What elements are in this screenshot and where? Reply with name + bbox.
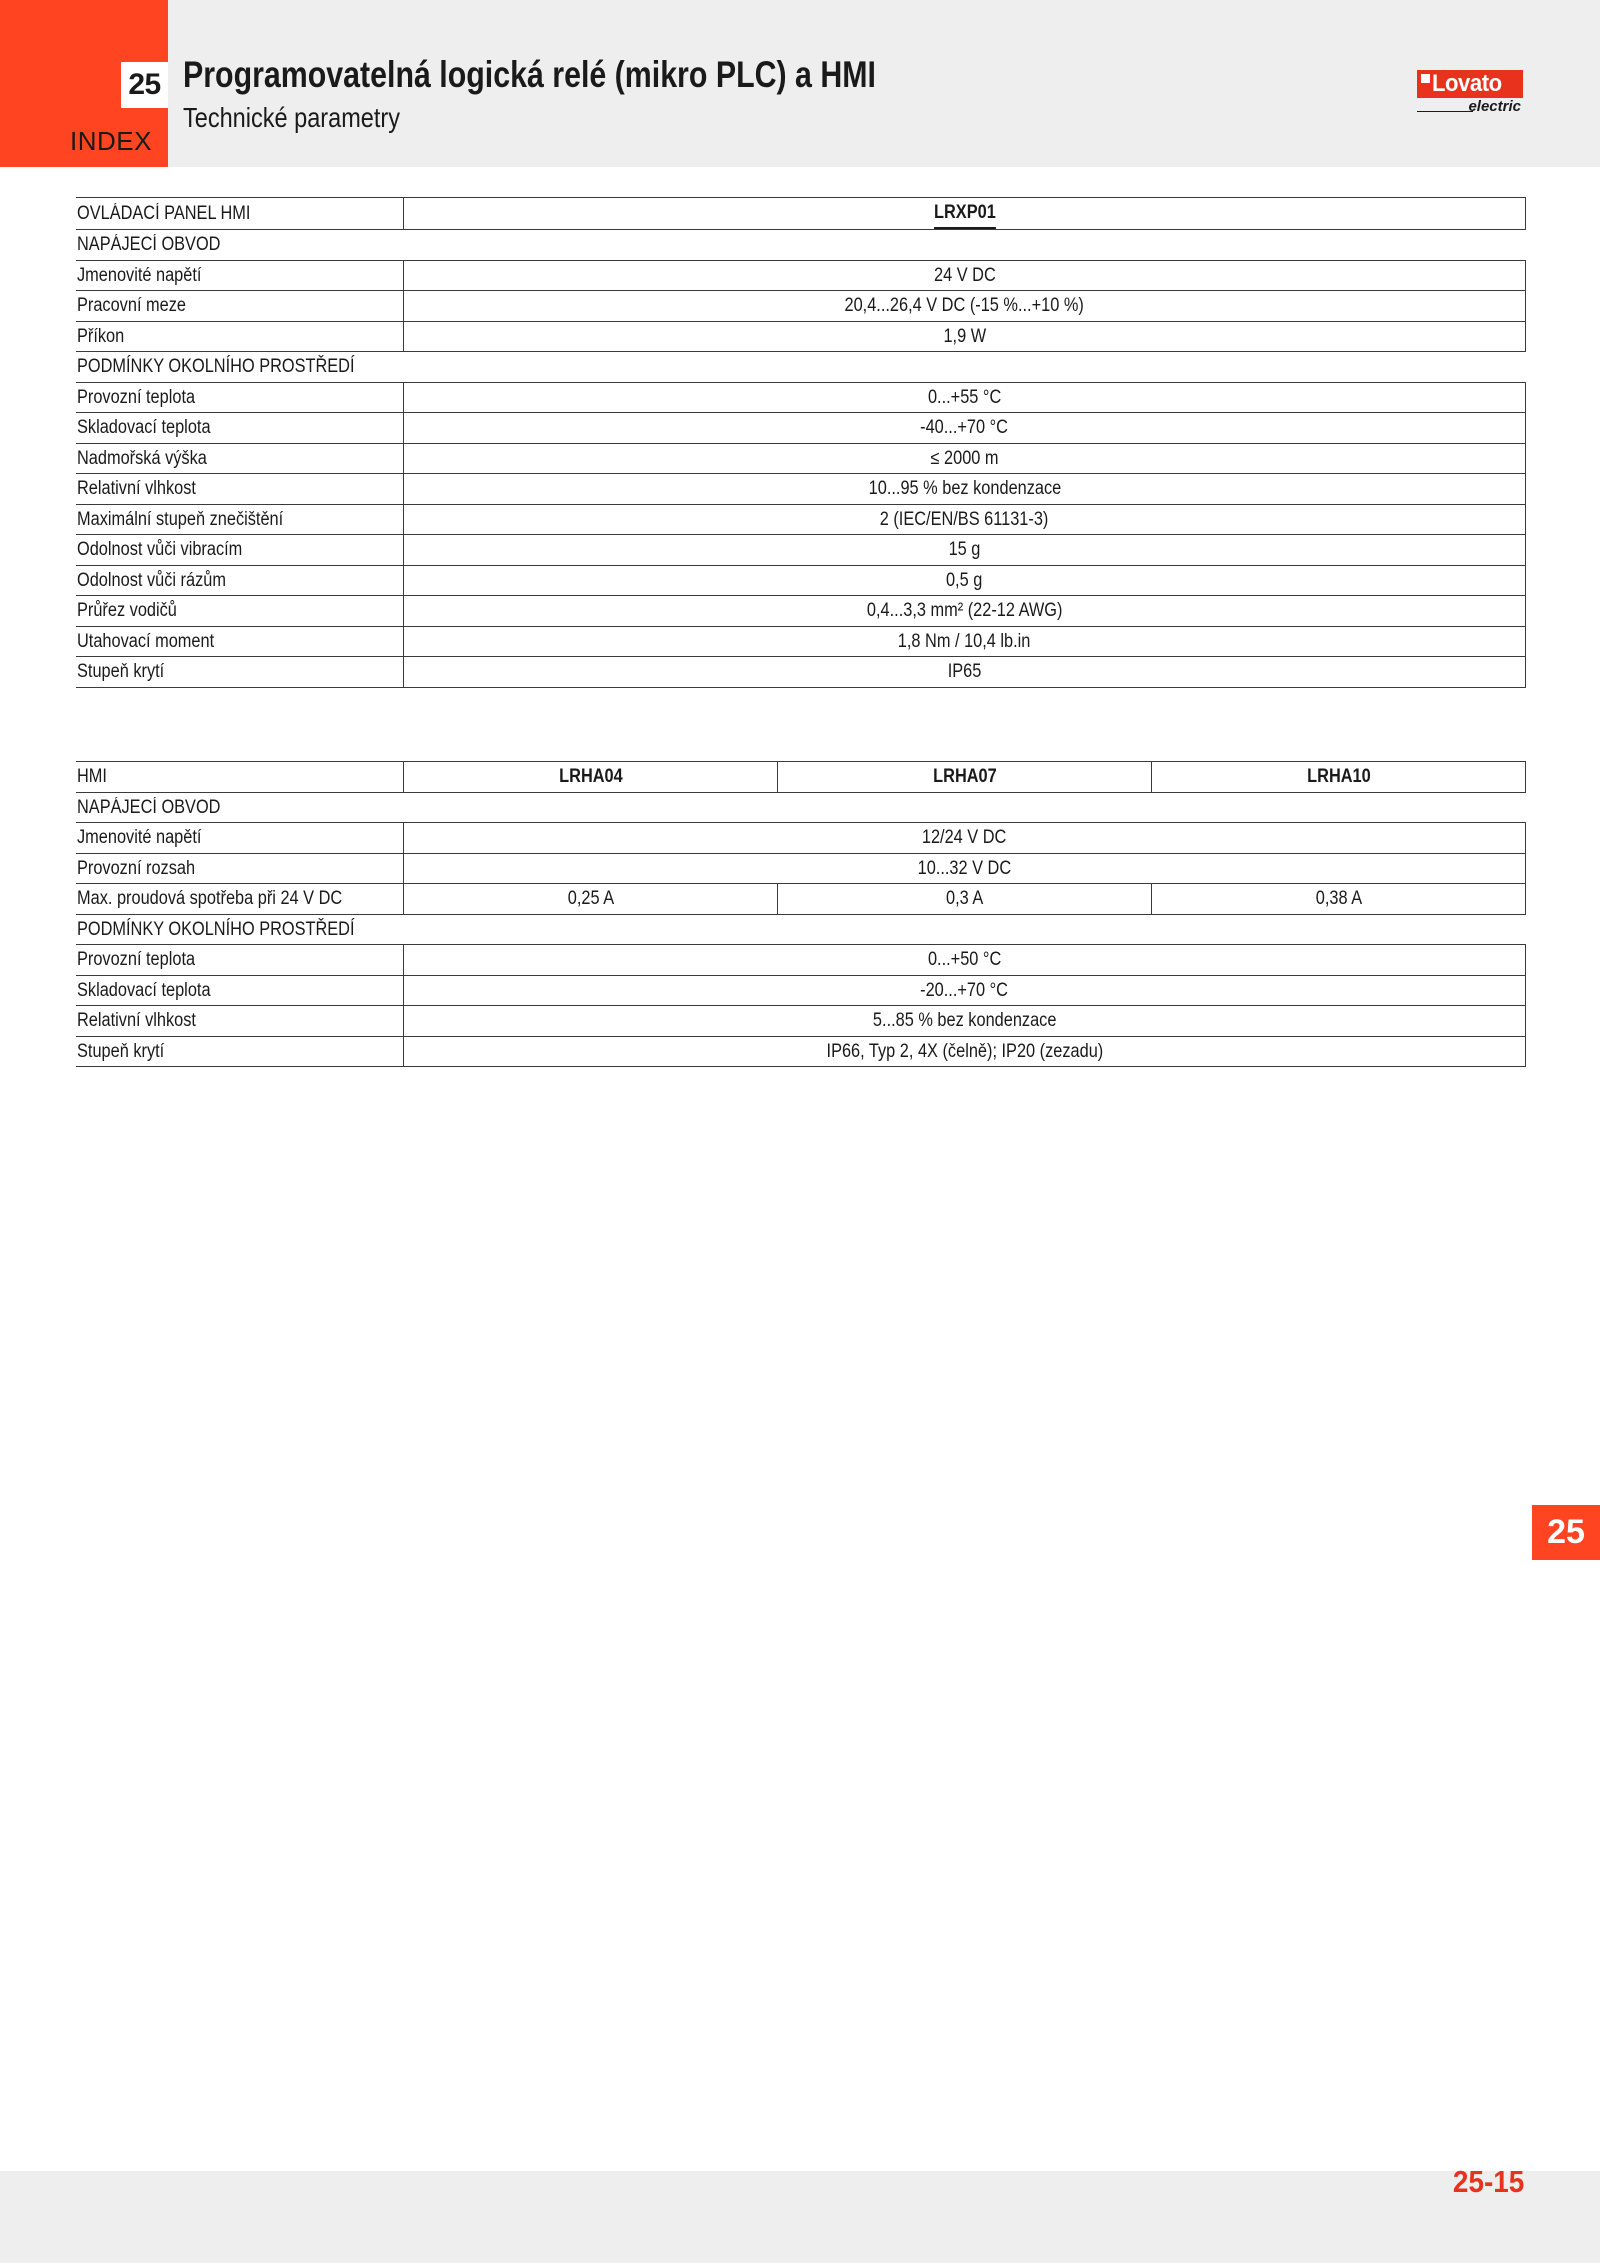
table-row [76,413,1525,444]
row-label [76,626,403,657]
table-row [76,596,1525,627]
table-row [76,853,1525,884]
row-label-text: Nadmořská výška [77,447,207,469]
table-row [76,382,1525,413]
table-row [76,443,1525,474]
section-label-text: PODMÍNKY OKOLNÍHO PROSTŘEDÍ [77,356,355,378]
row-label [76,1036,403,1067]
row-value-text: 0,5 g [946,569,983,591]
hmi-spec-table [76,761,1526,1067]
table-header-label-text: HMI [77,766,107,788]
row-value-text: 1,9 W [943,325,986,347]
row-value-text: ≤ 2000 m [930,447,999,469]
row-label-text: Utahovací moment [77,630,215,652]
row-label [76,1006,403,1037]
row-value [403,474,1525,505]
model-header [403,198,1525,230]
row-label-text: Odolnost vůči vibracím [77,539,243,561]
hmi-panel-spec-table [76,197,1526,688]
row-value-text: 0,3 A [945,888,984,910]
row-value-text: IP65 [947,661,982,683]
section-row [76,792,1525,823]
row-label [76,596,403,627]
row-value [777,884,1151,915]
row-label [76,321,403,352]
row-value [403,975,1525,1006]
row-label [76,504,403,535]
section-label [76,230,1525,261]
row-value [403,1036,1525,1067]
row-value-text: 12/24 V DC [922,827,1007,849]
section-label [76,352,1525,383]
row-value-text: 0...+50 °C [927,949,1002,971]
table-header-label [76,198,403,230]
row-value-text: 0...+55 °C [927,386,1002,408]
section-label-text: PODMÍNKY OKOLNÍHO PROSTŘEDÍ [77,918,355,940]
row-value [403,945,1525,976]
row-value [403,504,1525,535]
row-value-text: 0,38 A [1315,888,1362,910]
row-value [403,1006,1525,1037]
table-row [76,884,1525,915]
row-value [403,853,1525,884]
row-label [76,443,403,474]
row-value [403,626,1525,657]
row-value-text: 5...85 % bez kondenzace [872,1010,1057,1032]
row-label [76,291,403,322]
logo-brand: Lovato [1432,70,1502,97]
model-header-text: LRHA07 [932,766,997,788]
row-label-text: Max. proudová spotřeba při 24 V DC [77,888,343,910]
section-row [76,230,1525,261]
row-label-text: Relativní vlhkost [77,1010,196,1032]
row-label [76,975,403,1006]
table-header-row [76,198,1525,230]
model-header [1151,762,1525,793]
table-row [76,626,1525,657]
table-row [76,945,1525,976]
row-value [403,443,1525,474]
row-value-text: 15 g [948,539,981,561]
row-label [76,474,403,505]
row-label-text: Jmenovité napětí [77,264,202,286]
table-row [76,535,1525,566]
row-label-text: Maximální stupeň znečištění [77,508,284,530]
section-label [76,914,1525,945]
row-label-text: Skladovací teplota [77,979,211,1001]
table-row [76,565,1525,596]
index-button[interactable] [0,0,168,167]
row-label [76,945,403,976]
model-header-text: LRHA10 [1306,766,1371,788]
table-row [76,823,1525,854]
page-title: Programovatelná logická relé (mikro PLC) a HMI [183,54,876,95]
table-row [76,504,1525,535]
row-label-text: Provozní teplota [77,949,196,971]
chapter-badge: 25 [121,62,168,108]
section-label-text: NAPÁJECÍ OBVOD [77,234,221,256]
row-value [1151,884,1525,915]
row-value [403,535,1525,566]
row-label [76,382,403,413]
row-label-text: Příkon [77,325,125,347]
row-value [403,565,1525,596]
row-label [76,413,403,444]
table-header-row [76,762,1525,793]
row-value-text: 20,4...26,4 V DC (-15 %...+10 %) [844,295,1085,317]
logo-red-block [1417,70,1523,98]
page-footer [0,2171,1600,2263]
row-value-text: 0,25 A [567,888,614,910]
row-label-text: Stupeň krytí [77,661,165,683]
page-number: 25-15 [1452,2164,1524,2199]
table-row [76,474,1525,505]
section-label [76,792,1525,823]
row-value [403,413,1525,444]
row-label-text: Relativní vlhkost [77,478,196,500]
table-row [76,657,1525,688]
model-header [403,762,777,793]
row-label [76,535,403,566]
row-label [76,823,403,854]
table-header-label [76,762,403,793]
table-row [76,1006,1525,1037]
row-value [403,596,1525,627]
row-value-text: 10...32 V DC [917,857,1012,879]
table-row [76,291,1525,322]
row-label [76,260,403,291]
row-value [403,884,777,915]
logo-underline [1417,111,1473,112]
row-value-text: -40...+70 °C [920,417,1009,439]
row-value [403,823,1525,854]
page-subtitle: Technické parametry [183,102,401,133]
section-row [76,352,1525,383]
row-value [403,321,1525,352]
logo-sub: electric [1468,98,1521,115]
row-value [403,291,1525,322]
lovato-logo [1417,70,1523,116]
row-label-text: Jmenovité napětí [77,827,202,849]
model-header [777,762,1151,793]
row-label-text: Skladovací teplota [77,417,211,439]
section-row [76,914,1525,945]
row-value-text: -20...+70 °C [920,979,1009,1001]
row-value-text: 1,8 Nm / 10,4 lb.in [898,630,1031,652]
table-row [76,1036,1525,1067]
row-value [403,260,1525,291]
row-value-text: 2 (IEC/EN/BS 61131-3) [880,508,1049,530]
row-label [76,884,403,915]
row-value-text: 10...95 % bez kondenzace [868,478,1061,500]
section-label-text: NAPÁJECÍ OBVOD [77,796,221,818]
table-row [76,321,1525,352]
logo-square-icon [1421,74,1430,83]
table-row [76,260,1525,291]
row-label [76,853,403,884]
model-header-text: LRXP01 [934,198,996,229]
index-label: INDEX [70,126,152,156]
row-value [403,382,1525,413]
row-value [403,657,1525,688]
row-label-text: Pracovní meze [77,295,186,317]
row-label-text: Odolnost vůči rázům [77,569,226,591]
row-label-text: Průřez vodičů [77,600,177,622]
model-header-text: LRHA04 [558,766,623,788]
row-value-text: 24 V DC [933,264,996,286]
row-label-text: Provozní rozsah [77,857,196,879]
row-label-text: Provozní teplota [77,386,196,408]
row-value-text: 0,4...3,3 mm² (22-12 AWG) [866,600,1063,622]
chapter-side-tab[interactable]: 25 [1532,1505,1600,1560]
row-label [76,657,403,688]
row-label [76,565,403,596]
table-row [76,975,1525,1006]
row-value-text: IP66, Typ 2, 4X (čelně); IP20 (zezadu) [826,1040,1103,1062]
row-label-text: Stupeň krytí [77,1040,165,1062]
table-header-label-text: OVLÁDACÍ PANEL HMI [77,203,251,224]
